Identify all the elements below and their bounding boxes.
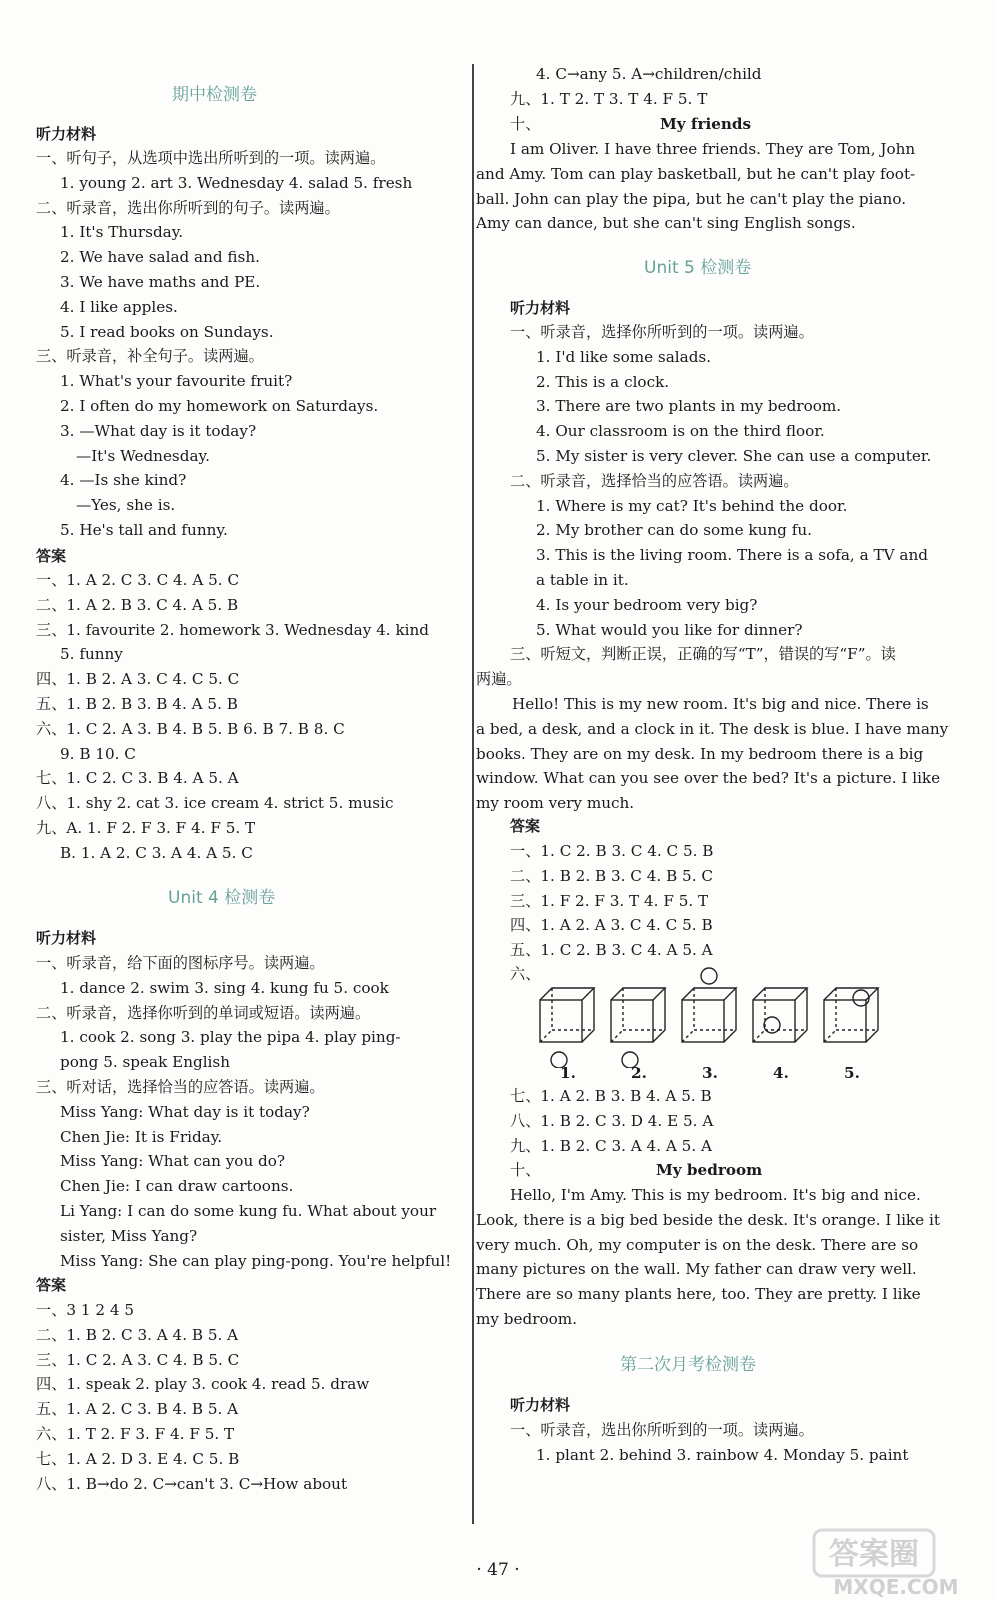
cube-label: 5. bbox=[844, 1064, 860, 1082]
svg-text:MXQE.COM: MXQE.COM bbox=[833, 1575, 959, 1599]
text-line: 四、1. speak 2. play 3. cook 4. read 5. draw bbox=[36, 1375, 370, 1394]
text-line: 3. There are two plants in my bedroom. bbox=[536, 397, 842, 416]
text-line: Amy can dance, but she can't sing English songs. bbox=[476, 214, 856, 233]
ball-behind bbox=[853, 990, 869, 1006]
cube-side-face bbox=[653, 988, 665, 1042]
text-line: 四、1. A 2. A 3. C 4. C 5. B bbox=[510, 916, 713, 935]
cube-top-face bbox=[540, 988, 594, 1000]
text-line: 2. This is a clock. bbox=[536, 372, 670, 391]
text-line: 一、听录音，选择你所听到的一项。读两遍。 bbox=[510, 323, 814, 341]
text-line: 5. What would you like for dinner? bbox=[536, 620, 803, 639]
cube-side-face bbox=[582, 988, 594, 1042]
text-line: 3. This is the living room. There is a sofa, a TV and bbox=[536, 546, 928, 565]
text-line: 4. I like apples. bbox=[60, 297, 178, 316]
text-line: Hello! This is my new room. It's big and nice. There is bbox=[512, 695, 929, 713]
text-line: B. 1. A 2. C 3. A 4. A 5. C bbox=[60, 843, 253, 862]
section-title-midterm: 期中检测卷 bbox=[172, 85, 257, 105]
section-six-label: 六、 bbox=[510, 965, 541, 983]
cube-label: 2. bbox=[631, 1064, 647, 1082]
cube-top-face bbox=[682, 988, 736, 1000]
cube-top-face bbox=[611, 988, 665, 1000]
text-line: 3. We have maths and PE. bbox=[60, 273, 261, 291]
svg-text:答案圈: 答案圈 bbox=[829, 1537, 919, 1572]
text-line: 2. I often do my homework on Saturdays. bbox=[60, 397, 379, 415]
passage-title-bedroom: My bedroom bbox=[656, 1161, 763, 1179]
cube-side-face bbox=[866, 988, 878, 1042]
text-line: 2. My brother can do some kung fu. bbox=[536, 521, 812, 540]
listening-heading: 听力材料 bbox=[36, 929, 97, 947]
text-line: Hello, I'm Amy. This is my bedroom. It's big and nice. bbox=[510, 1186, 921, 1204]
text-line: 1. What's your favourite fruit? bbox=[60, 372, 293, 391]
answers-heading: 答案 bbox=[510, 817, 541, 835]
text-line: 1. Where is my cat? It's behind the door. bbox=[536, 496, 848, 515]
answers-heading: 答案 bbox=[36, 1276, 67, 1294]
cube-top-face bbox=[753, 988, 807, 1000]
text-line: 三、1. C 2. A 3. C 4. B 5. C bbox=[36, 1350, 240, 1369]
text-line: 5. My sister is very clever. She can use a computer. bbox=[536, 447, 932, 465]
ball-above bbox=[701, 968, 717, 984]
listening-heading: 听力材料 bbox=[510, 1396, 571, 1414]
cube-label: 3. bbox=[702, 1064, 718, 1082]
text-line: 一、3 1 2 4 5 bbox=[36, 1301, 134, 1319]
text-line: 七、1. C 2. C 3. B 4. A 5. A bbox=[36, 769, 239, 788]
text-line: Miss Yang: What can you do? bbox=[60, 1152, 286, 1171]
text-line: Miss Yang: What day is it today? bbox=[60, 1102, 310, 1121]
cube-hidden-edge bbox=[682, 1030, 694, 1042]
cube-hidden-edge bbox=[611, 1030, 623, 1042]
text-line: 六、1. T 2. F 3. F 4. F 5. T bbox=[36, 1425, 235, 1443]
text-line: ball. John can play the pipa, but he can't play the piano. bbox=[476, 189, 907, 208]
text-line: books. They are on my desk. In my bedroom there is a big bbox=[476, 744, 924, 763]
section-title-unit5: Unit 5 检测卷 bbox=[644, 258, 752, 278]
text-line: 1. cook 2. song 3. play the pipa 4. play ping- bbox=[60, 1028, 401, 1047]
text-line: 二、听录音，选出你所听到的句子。读两遍。 bbox=[36, 198, 340, 217]
cube-hidden-edge bbox=[540, 1030, 552, 1042]
text-line: Look, there is a big bed beside the desk. It's orange. I like it bbox=[476, 1210, 940, 1229]
text-line: 三、听短文，判断正误，正确的写“T”，错误的写“F”。读 bbox=[510, 645, 896, 664]
text-line: 两遍。 bbox=[476, 670, 522, 689]
column-divider bbox=[472, 64, 474, 1524]
text-line: a table in it. bbox=[536, 571, 629, 589]
cube-hidden-edge bbox=[753, 1030, 765, 1042]
text-line: 5. funny bbox=[60, 645, 123, 664]
cube-hidden-edge bbox=[824, 1030, 836, 1042]
text-line: 三、1. favourite 2. homework 3. Wednesday 4. kind bbox=[36, 620, 430, 639]
text-line: 二、1. A 2. B 3. C 4. A 5. B bbox=[36, 595, 239, 614]
text-line: Chen Jie: I can draw cartoons. bbox=[60, 1177, 294, 1196]
text-line: 八、1. shy 2. cat 3. ice cream 4. strict 5. music bbox=[36, 794, 394, 813]
text-line: —Yes, she is. bbox=[76, 496, 176, 515]
text-line: my room very much. bbox=[476, 794, 635, 813]
cube-label: 4. bbox=[773, 1064, 789, 1082]
cube-top-face bbox=[824, 988, 878, 1000]
text-line: 九、1. B 2. C 3. A 4. A 5. A bbox=[510, 1136, 712, 1155]
cube-side-face bbox=[724, 988, 736, 1042]
text-line: 4. Our classroom is on the third floor. bbox=[536, 422, 825, 441]
text-line: 5. I read books on Sundays. bbox=[60, 322, 274, 341]
text-line: Miss Yang: She can play ping-pong. You're helpful! bbox=[60, 1251, 452, 1270]
text-line: 5. He's tall and funny. bbox=[60, 521, 228, 539]
text-line: 九、A. 1. F 2. F 3. F 4. F 5. T bbox=[36, 819, 256, 837]
text-line: 1. young 2. art 3. Wednesday 4. salad 5. fresh bbox=[60, 173, 413, 192]
text-line: 9. B 10. C bbox=[60, 744, 136, 763]
listening-heading: 听力材料 bbox=[36, 125, 97, 143]
text-line: 4. —Is she kind? bbox=[60, 471, 187, 490]
text-line: I am Oliver. I have three friends. They are Tom, John bbox=[510, 140, 916, 158]
section-ten-label: 十、 bbox=[510, 1161, 541, 1179]
text-line: 三、听录音，补全句子。读两遍。 bbox=[36, 347, 264, 366]
text-line: Li Yang: I can do some kung fu. What about your bbox=[60, 1202, 437, 1220]
text-line: 九、1. T 2. T 3. T 4. F 5. T bbox=[510, 89, 708, 108]
text-line: 八、1. B 2. C 3. D 4. E 5. A bbox=[510, 1111, 714, 1130]
text-line: 2. We have salad and fish. bbox=[60, 248, 260, 267]
watermark-logo bbox=[806, 1520, 986, 1600]
text-line: 五、1. C 2. B 3. C 4. A 5. A bbox=[510, 941, 713, 960]
text-line: many pictures on the wall. My father can draw very well. bbox=[476, 1260, 917, 1279]
text-line: 五、1. B 2. B 3. B 4. A 5. B bbox=[36, 695, 238, 713]
listening-heading: 听力材料 bbox=[510, 299, 571, 317]
section-ten-label: 十、 bbox=[510, 115, 541, 133]
text-line: 七、1. A 2. D 3. E 4. C 5. B bbox=[36, 1449, 240, 1468]
text-line: —It's Wednesday. bbox=[76, 446, 210, 465]
text-line: very much. Oh, my computer is on the desk. There are so bbox=[476, 1235, 919, 1254]
text-line: 八、1. B→do 2. C→can't 3. C→How about bbox=[36, 1474, 348, 1493]
text-line: 六、1. C 2. A 3. B 4. B 5. B 6. B 7. B 8. C bbox=[36, 719, 345, 738]
section-title-second-monthly: 第二次月考检测卷 bbox=[620, 1355, 756, 1375]
text-line: There are so many plants here, too. They are pretty. I like bbox=[476, 1285, 921, 1304]
text-line: 四、1. B 2. A 3. C 4. C 5. C bbox=[36, 670, 240, 689]
answers-heading: 答案 bbox=[36, 547, 67, 565]
text-line: 1. It's Thursday. bbox=[60, 223, 184, 242]
text-line: Chen Jie: It is Friday. bbox=[60, 1127, 223, 1146]
text-line: 一、听句子，从选项中选出所听到的一项。读两遍。 bbox=[36, 149, 386, 167]
text-line: 七、1. A 2. B 3. B 4. A 5. B bbox=[510, 1087, 712, 1105]
text-line: sister, Miss Yang? bbox=[60, 1226, 198, 1245]
cube-label: 1. bbox=[560, 1064, 576, 1082]
text-line: 1. dance 2. swim 3. sing 4. kung fu 5. cook bbox=[60, 978, 389, 997]
text-line: 一、听录音，选出你所听到的一项。读两遍。 bbox=[510, 1421, 814, 1439]
text-line: 二、1. B 2. C 3. A 4. B 5. A bbox=[36, 1325, 239, 1344]
text-line: 3. —What day is it today? bbox=[60, 421, 257, 440]
text-line: pong 5. speak English bbox=[60, 1053, 230, 1072]
text-line: and Amy. Tom can play basketball, but he can't play foot- bbox=[476, 164, 916, 183]
text-line: 二、听录音，选择恰当的应答语。读两遍。 bbox=[510, 471, 799, 490]
cube-position-diagram bbox=[534, 962, 954, 1068]
passage-title-friends: My friends bbox=[660, 115, 752, 133]
text-line: 二、1. B 2. B 3. C 4. B 5. C bbox=[510, 866, 713, 885]
text-line: 1. plant 2. behind 3. rainbow 4. Monday 5. paint bbox=[536, 1445, 909, 1464]
text-line: 一、听录音，给下面的图标序号。读两遍。 bbox=[36, 954, 325, 972]
section-title-unit4: Unit 4 检测卷 bbox=[168, 888, 276, 908]
text-line: 4. Is your bedroom very big? bbox=[536, 595, 758, 614]
text-line: 1. I'd like some salads. bbox=[536, 347, 712, 366]
cube-side-face bbox=[795, 988, 807, 1042]
text-line: window. What can you see over the bed? It's a picture. I like bbox=[476, 769, 941, 788]
text-line: 一、1. A 2. C 3. C 4. A 5. C bbox=[36, 571, 240, 589]
text-line: 三、听对话，选择恰当的应答语。读两遍。 bbox=[36, 1078, 325, 1096]
text-line: 二、听录音，选择你听到的单词或短语。读两遍。 bbox=[36, 1003, 371, 1022]
text-line: 一、1. C 2. B 3. C 4. C 5. B bbox=[510, 842, 714, 860]
text-line: my bedroom. bbox=[476, 1310, 578, 1328]
text-line: 五、1. A 2. C 3. B 4. B 5. A bbox=[36, 1400, 239, 1419]
text-line: a bed, a desk, and a clock in it. The desk is blue. I have many bbox=[476, 719, 949, 738]
page-number: · 47 · bbox=[476, 1560, 520, 1580]
text-line: 三、1. F 2. F 3. T 4. F 5. T bbox=[510, 891, 709, 910]
text-line: 4. C→any 5. A→children/child bbox=[536, 65, 762, 83]
